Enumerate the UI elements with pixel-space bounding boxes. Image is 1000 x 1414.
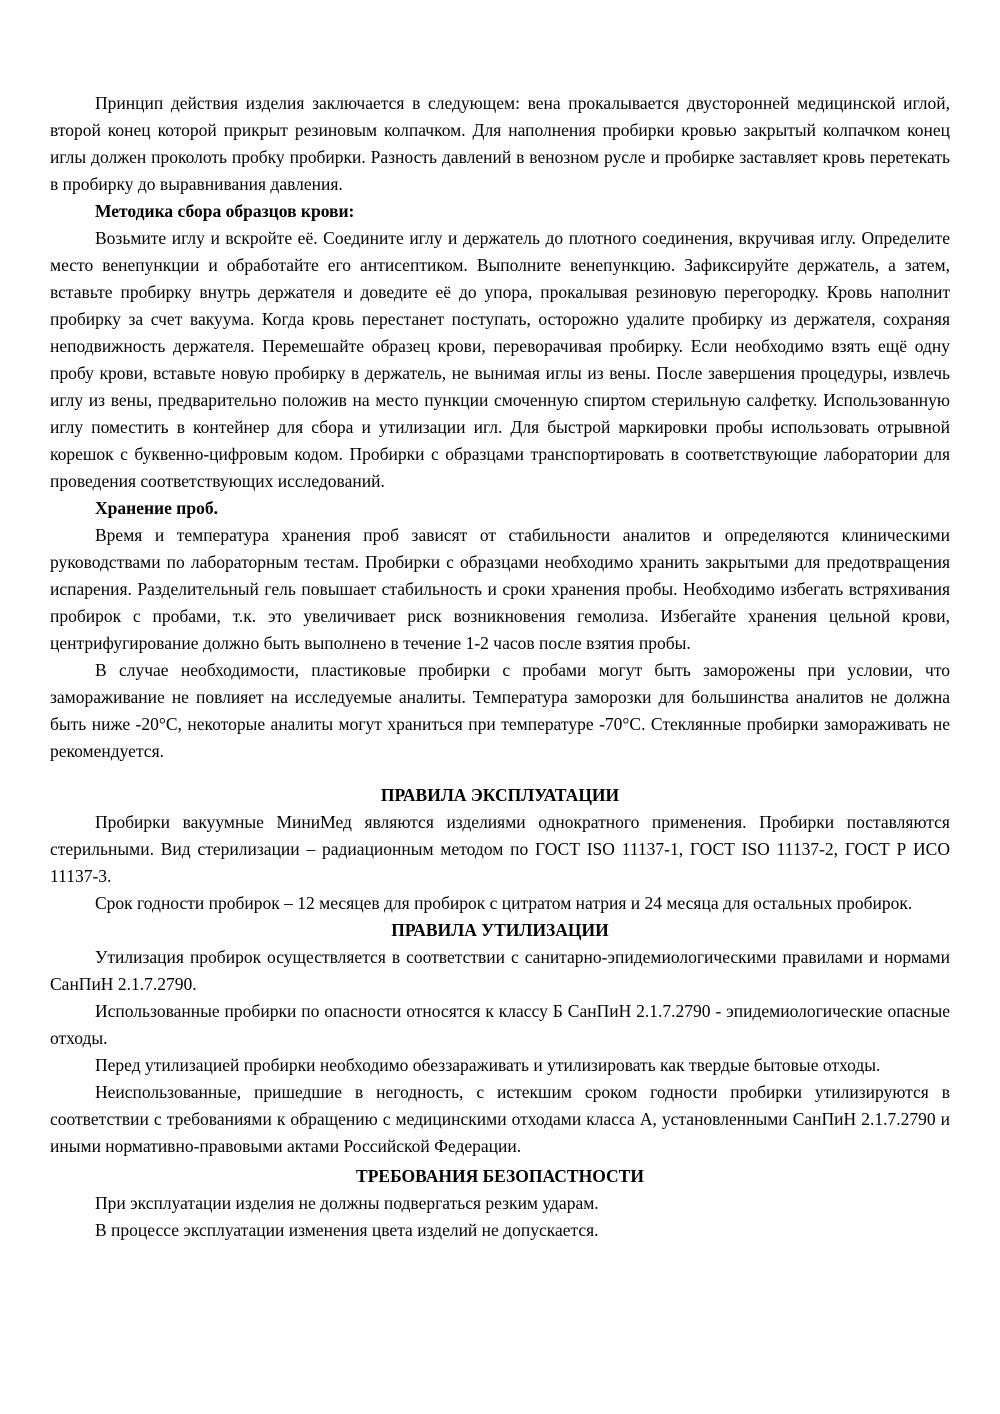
paragraph-no-color-change: В процессе эксплуатации изменения цвета изделий не допускается. bbox=[95, 1220, 599, 1240]
paragraph-no-sharp-impacts: При эксплуатации изделия не должны подвергаться резким ударам. bbox=[95, 1193, 599, 1213]
heading-sample-storage: Хранение проб. bbox=[95, 498, 218, 518]
heading-blood-sampling-method: Методика сбора образцов крови: bbox=[95, 201, 355, 221]
paragraph-operating-principle: Принцип действия изделия заключается в следующем: вена прокалывается двусторонней медицинской иглой, второй конец которой прикрыт резиновым колпачком. Для наполнения пробирки кровью закрытый колпачком конец иглы должен проколоть пробку пробирки. Разность давлений в венозном русле и пробирке заставляет кровь перетекать в пробирку до выравнивания давления. bbox=[50, 93, 950, 194]
paragraph-shelf-life: Срок годности пробирок – 12 месяцев для пробирок с цитратом натрия и 24 месяца для остальных пробирок. bbox=[95, 893, 913, 913]
paragraph-sampling-procedure: Возьмите иглу и вскройте её. Соедините иглу и держатель до плотного соединения, вкручивая иглу. Определите место венепункции и обработайте его антисептиком. Выполните венепункцию. Зафиксируйте держатель, а затем, вставьте пробирку внутрь держателя и доведите её до упора, прокалывая резиновую перегородку. Кровь наполнит пробирку за счет вакуума. Когда кровь перестанет поступать, осторожно удалите пробирку из держателя, сохраняя неподвижность держателя. Перемешайте образец крови, переворачивая пробирку. Если необходимо взять ещё одну пробу крови, вставьте новую пробирку в держатель, не вынимая иглы из вены. После завершения процедуры, извлечь иглу из вены, предварительно положив на место пункции смоченную спиртом стерильную салфетку. Использованную иглу поместить в контейнер для сбора и утилизации игл. Для быстрой маркировки пробы использовать отрывной корешок с буквенно-цифровым кодом. Пробирки с образцами транспортировать в соответствующие лаборатории для проведения соответствующих исследований. bbox=[50, 228, 950, 491]
section-heading-operation-rules: ПРАВИЛА ЭКСПЛУАТАЦИИ bbox=[380, 785, 620, 805]
paragraph-disposal-sanpin: Утилизация пробирок осуществляется в соответствии с санитарно-эпидемиологическими правилами и нормами СанПиН 2.1.7.2790. bbox=[50, 947, 950, 994]
section-heading-safety-requirements: ТРЕБОВАНИЯ БЕЗОПАСТНОСТИ bbox=[356, 1166, 644, 1186]
paragraph-unused-tubes-class-a: Неиспользованные, пришедшие в негодность, с истекшим сроком годности пробирки утилизируются в соответствии с требованиями к обращению с медицинскими отходами класса А, установленными СанПиН 2.1.7.2790 и иными нормативно-правовыми актами Российской Федерации. bbox=[50, 1082, 950, 1156]
paragraph-storage-conditions: Время и температура хранения проб зависят от стабильности аналитов и определяются клиническими руководствами по лабораторным тестам. Пробирки с образцами необходимо хранить закрытыми для предотвращения испарения. Разделительный гель повышает стабильность и сроки хранения пробы. Необходимо избегать встряхивания пробирок с пробами, т.к. это увеличивает риск возникновения гемолиза. Избегайте хранения цельной крови, центрифугирование должно быть выполнено в течение 1-2 часов после взятия пробы. bbox=[50, 525, 950, 653]
paragraph-used-tubes-class-b: Использованные пробирки по опасности относятся к классу Б СанПиН 2.1.7.2790 - эпидемиологические опасные отходы. bbox=[50, 1001, 950, 1048]
section-heading-disposal-rules: ПРАВИЛА УТИЛИЗАЦИИ bbox=[391, 920, 609, 940]
paragraph-decontamination: Перед утилизацией пробирки необходимо обеззараживать и утилизировать как твердые бытовые отходы. bbox=[95, 1055, 881, 1075]
paragraph-single-use-sterilization: Пробирки вакуумные МиниМед являются изделиями однократного применения. Пробирки поставляются стерильными. Вид стерилизации – радиационным методом по ГОСТ ISO 11137-1, ГОСТ ISO 11137-2, ГОСТ Р ИСО 11137-3. bbox=[50, 812, 950, 886]
paragraph-freezing-conditions: В случае необходимости, пластиковые пробирки с пробами могут быть заморожены при условии, что замораживание не повлияет на исследуемые аналиты. Температура заморозки для большинства аналитов не должна быть ниже -20°С, некоторые аналиты могут храниться при температуре -70°С. Стеклянные пробирки замораживать не рекомендуется. bbox=[50, 660, 950, 761]
